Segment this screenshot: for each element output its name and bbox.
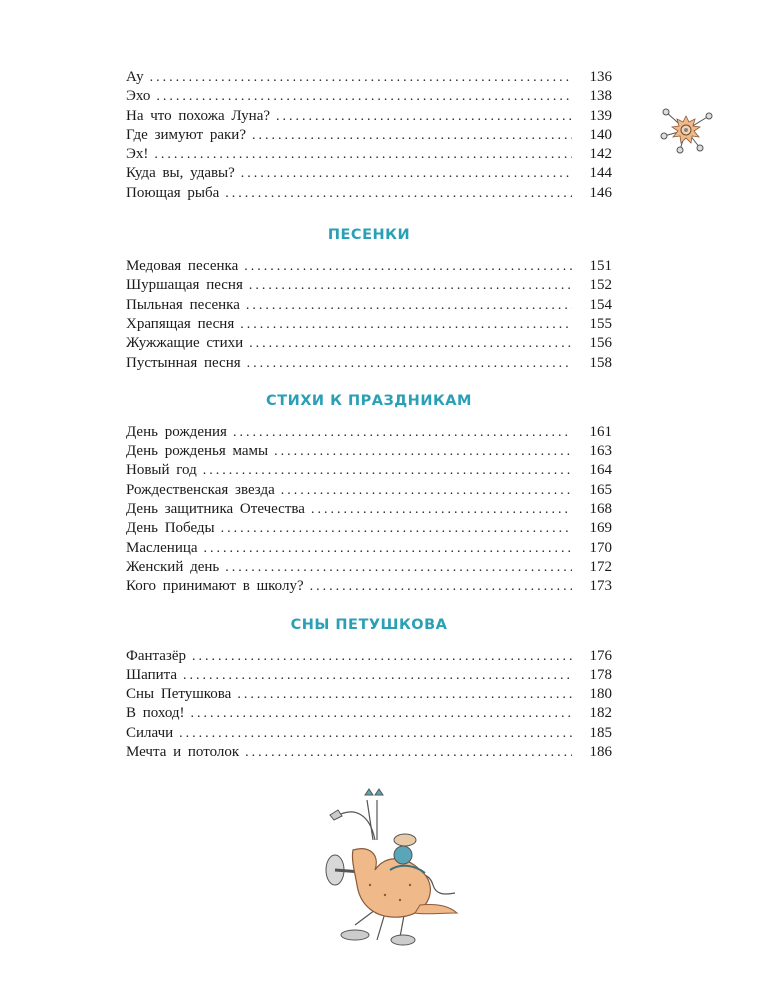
entry-page: 180: [589, 686, 612, 703]
dot-leader: [233, 423, 572, 442]
dot-leader: [310, 577, 572, 596]
toc-entry: [126, 743, 612, 762]
entry-title: Храпящая песня: [126, 315, 235, 332]
dot-leader: [252, 126, 572, 145]
toc-entry: [126, 558, 612, 577]
entry-page: 140: [589, 126, 612, 143]
dot-leader: [249, 334, 572, 353]
toc-entry: [126, 685, 612, 704]
dot-leader: [154, 145, 572, 164]
dot-leader: [247, 354, 572, 373]
toc-entry: [126, 334, 612, 353]
table-of-contents: [126, 68, 612, 762]
entry-page: 164: [589, 462, 612, 479]
entry-title: Поющая рыба: [126, 184, 220, 201]
dot-leader: [281, 481, 572, 500]
entry-page: 136: [589, 69, 612, 85]
dot-leader: [237, 685, 572, 704]
entry-title: День защитника Отечества: [126, 501, 305, 518]
entry-title: На что похожа Луна?: [126, 107, 271, 124]
entry-title: Шуршащая песня: [126, 277, 243, 294]
entry-page: 165: [589, 481, 612, 498]
entry-page: 156: [589, 335, 612, 352]
toc-entry: [126, 481, 612, 500]
entry-page: 185: [589, 724, 612, 741]
entry-title: Ау: [126, 69, 144, 85]
entry-title: Где зимуют раки?: [126, 126, 246, 143]
entry-title: Жужжащие стихи: [126, 335, 244, 352]
dot-leader: [225, 184, 572, 203]
toc-entry: [126, 423, 612, 442]
dot-leader: [274, 442, 572, 461]
entry-title: Масленица: [126, 539, 198, 556]
toc-entry: [126, 164, 612, 183]
toc-entry: [126, 539, 612, 558]
dot-leader: [150, 68, 572, 87]
dot-leader: [246, 296, 572, 315]
entry-page: 138: [589, 88, 612, 105]
toc-section: [126, 647, 612, 763]
entry-title: Эхо: [126, 88, 151, 105]
dot-leader: [241, 164, 572, 183]
toc-entry: [126, 666, 612, 685]
entry-page: 163: [589, 443, 612, 460]
toc-entry: [126, 276, 612, 295]
entry-page: 172: [589, 558, 612, 575]
dot-leader: [225, 558, 572, 577]
toc-entry: [126, 184, 612, 203]
entry-page: 158: [589, 354, 612, 371]
toc-entry: [126, 315, 612, 334]
toc-entry: [126, 704, 612, 723]
toc-entry: [126, 442, 612, 461]
toc-entry: [126, 577, 612, 596]
entry-page: 152: [589, 277, 612, 294]
section-heading: СТИХИ К ПРАЗДНИКАМ: [266, 392, 472, 409]
toc-entry: [126, 87, 612, 106]
toc-section: [126, 257, 612, 373]
toc-entry: [126, 145, 612, 164]
entry-title: Медовая песенка: [126, 258, 239, 275]
entry-title: Рождественская звезда: [126, 481, 275, 498]
entry-title: День Победы: [126, 520, 215, 537]
entry-title: Кого принимают в школу?: [126, 578, 304, 595]
entry-page: 155: [589, 315, 612, 332]
toc-entry: [126, 647, 612, 666]
dot-leader: [249, 276, 572, 295]
entry-title: Куда вы, удавы?: [126, 165, 235, 182]
entry-page: 146: [589, 184, 612, 201]
toc-entry: [126, 126, 612, 145]
entry-title: Эх!: [126, 146, 149, 163]
dot-leader: [276, 107, 572, 126]
gear-illustration-icon: [656, 100, 716, 160]
entry-title: Пыльная песенка: [126, 296, 240, 313]
toc-entry: [126, 461, 612, 480]
entry-page: 154: [589, 296, 612, 313]
toc-entry: [126, 257, 612, 276]
toc-entry: [126, 354, 612, 373]
toc-section: [126, 423, 612, 597]
toc-entry: [126, 519, 612, 538]
entry-page: 139: [589, 107, 612, 124]
section-heading: ПЕСЕНКИ: [327, 227, 411, 244]
entry-title: Шапита: [126, 666, 178, 683]
dot-leader: [156, 87, 572, 106]
dot-leader: [179, 724, 572, 743]
entry-title: День рожденья мамы: [126, 443, 269, 460]
toc-entry: [126, 500, 612, 519]
toc-entry: [126, 724, 612, 743]
dot-leader: [245, 743, 572, 762]
toc-entry: [126, 296, 612, 315]
dot-leader: [221, 519, 572, 538]
entry-title: Женский день: [126, 558, 220, 575]
entry-title: День рождения: [126, 423, 227, 440]
toc-entry: [126, 107, 612, 126]
entry-title: Мечта и потолок: [126, 744, 240, 761]
dot-leader: [183, 666, 572, 685]
entry-page: 170: [589, 539, 612, 556]
entry-page: 151: [589, 258, 612, 275]
dot-leader: [191, 704, 572, 723]
toc-section: [126, 68, 612, 203]
entry-page: 176: [589, 647, 612, 664]
entry-page: 161: [589, 423, 612, 440]
dot-leader: [192, 647, 572, 666]
entry-page: 144: [589, 165, 612, 182]
dot-leader: [204, 539, 572, 558]
entry-page: 178: [589, 666, 612, 683]
toc-entry: [126, 68, 612, 87]
entry-title: Силачи: [126, 724, 174, 741]
entry-title: Сны Петушкова: [126, 686, 232, 703]
entry-page: 182: [589, 705, 612, 722]
entry-title: Новый год: [126, 462, 197, 479]
entry-page: 169: [589, 520, 612, 537]
entry-page: 186: [589, 744, 612, 761]
dot-leader: [311, 500, 572, 519]
robot-illustration-icon: [315, 785, 475, 965]
dot-leader: [244, 257, 572, 276]
entry-page: 142: [589, 146, 612, 163]
dot-leader: [203, 461, 572, 480]
entry-title: В поход!: [126, 705, 185, 722]
dot-leader: [240, 315, 572, 334]
entry-title: Фантазёр: [126, 647, 187, 664]
section-heading: СНЫ ПЕТУШКОВА: [290, 616, 448, 633]
entry-title: Пустынная песня: [126, 354, 241, 371]
entry-page: 168: [589, 501, 612, 518]
entry-page: 173: [589, 578, 612, 595]
